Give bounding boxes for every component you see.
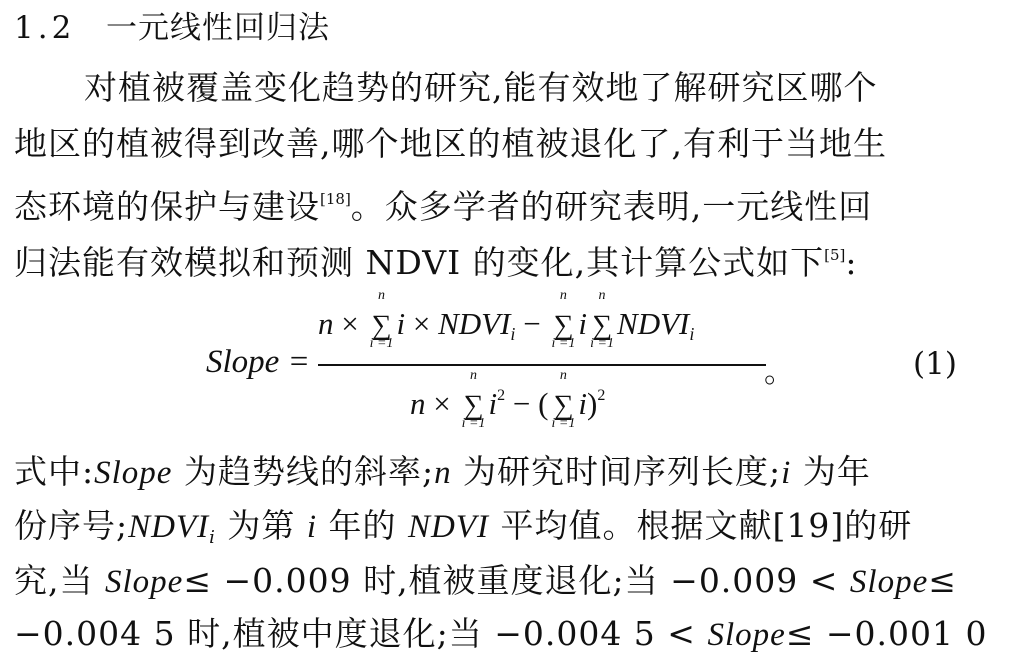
sum-top: n xyxy=(469,368,477,383)
para2-line2 xyxy=(14,506,912,558)
den-minus: − xyxy=(512,386,531,421)
p2l2-a: 份序号; xyxy=(14,506,129,545)
num-ndvi-1: NDVI xyxy=(438,306,511,341)
p2l2-i: i xyxy=(306,509,318,545)
para2-line4 xyxy=(14,614,988,655)
formula-period: 。 xyxy=(764,354,795,390)
citation-18: [18] xyxy=(320,190,351,208)
para2-line3 xyxy=(14,561,957,602)
p2l3-a: 究,当 xyxy=(14,561,105,600)
para1-line1: 对植被覆盖变化趋势的研究,能有效地了解研究区哪个 xyxy=(84,68,878,107)
formula-denominator xyxy=(410,368,606,431)
sum-bottom: i =1 xyxy=(461,416,486,431)
sum-symbol: ∑ xyxy=(553,310,574,341)
para1-line3-a: 态环境的保护与建设 xyxy=(14,187,320,226)
fraction-bar xyxy=(318,364,766,366)
p2l4-b: ≤ −0.001 0 xyxy=(785,614,988,653)
sum-bottom: i =1 xyxy=(369,336,394,351)
p2l1-c: 为研究时间序列长度; xyxy=(451,452,782,491)
section-number: 1.2 xyxy=(14,10,76,46)
den-i: i xyxy=(488,386,498,421)
sum-top: n xyxy=(598,288,606,303)
sum-bottom: i =1 xyxy=(551,416,576,431)
para1-line2: 地区的植被得到改善,哪个地区的植被退化了,有利于当地生 xyxy=(14,124,887,163)
sum-symbol: ∑ xyxy=(553,390,574,421)
p2l1-slope: Slope xyxy=(94,455,173,491)
p2l3-c: ≤ xyxy=(928,561,957,600)
para1-line4-b: : xyxy=(845,243,858,282)
citation-5: [5] xyxy=(824,246,846,264)
sum-symbol: ∑ xyxy=(592,310,613,341)
p2l2-b: 为第 xyxy=(215,506,307,545)
den-lparen: ( xyxy=(538,386,549,421)
p2l2-c: 年的 xyxy=(317,506,409,545)
p2l3-slope2: Slope xyxy=(849,564,929,600)
den-square: 2 xyxy=(497,387,506,404)
p2l4-slope: Slope xyxy=(707,617,786,653)
formula-numerator xyxy=(318,288,695,351)
sum-symbol: ∑ xyxy=(463,390,484,421)
p2l3-slope: Slope xyxy=(104,564,184,600)
equation-number: (1) xyxy=(913,346,957,382)
den-rparen: ) xyxy=(587,386,598,421)
sum-bottom: i =1 xyxy=(551,336,576,351)
p2l4-a: −0.004 5 时,植被中度退化;当 −0.004 5 < xyxy=(14,614,708,653)
sum-top: n xyxy=(559,288,567,303)
para1-line3-b: 。众多学者的研究表明,一元线性回 xyxy=(350,187,873,226)
p2l2-d: 平均值。根据文献[19]的研 xyxy=(489,506,913,545)
den-i-2: i xyxy=(578,386,588,421)
slope-formula xyxy=(0,288,1019,442)
num-sum-3 xyxy=(587,288,617,351)
num-i-2: i xyxy=(578,306,588,341)
num-ndvi-1-sub: i xyxy=(510,324,516,344)
sum-symbol: ∑ xyxy=(371,310,392,341)
num-n: n xyxy=(318,306,334,341)
den-n: n xyxy=(410,386,426,421)
p2l2-ndvi-sub: i xyxy=(209,527,216,548)
sum-top: n xyxy=(559,368,567,383)
num-ndvi-2: NDVI xyxy=(617,306,690,341)
para1-line3 xyxy=(14,179,872,227)
section-title: 一元线性回归法 xyxy=(106,10,330,46)
sum-top: n xyxy=(377,288,385,303)
num-i-1: i xyxy=(396,306,406,341)
p2l2-ndvi: NDVI xyxy=(128,509,210,545)
formula-lhs: Slope = xyxy=(206,344,310,380)
den-square-2: 2 xyxy=(597,387,606,404)
section-heading xyxy=(14,8,330,48)
p2l1-a: 式中: xyxy=(14,452,95,491)
num-minus: − xyxy=(523,306,541,341)
num-ndvi-2-sub: i xyxy=(689,324,695,344)
den-times: × xyxy=(433,386,451,421)
p2l1-d: 为年 xyxy=(791,452,871,491)
p2l3-b: ≤ −0.009 时,植被重度退化;当 −0.009 < xyxy=(183,561,850,600)
para2-line1 xyxy=(14,452,871,493)
para1-line4-a: 归法能有效模拟和预测 NDVI 的变化,其计算公式如下 xyxy=(14,243,825,282)
num-sum-1 xyxy=(366,288,396,351)
den-sum-1 xyxy=(458,368,488,431)
sum-bottom: i =1 xyxy=(590,336,614,351)
para1-line4 xyxy=(14,235,857,283)
num-times-1: × xyxy=(341,306,359,341)
num-times-2: × xyxy=(412,306,431,341)
p2l1-i: i xyxy=(781,455,792,491)
p2l2-ndvi2: NDVI xyxy=(408,509,490,545)
p2l1-b: 为趋势线的斜率; xyxy=(172,452,435,491)
den-sum-2 xyxy=(548,368,578,431)
num-sum-2 xyxy=(548,288,578,351)
p2l1-n: n xyxy=(434,455,452,491)
